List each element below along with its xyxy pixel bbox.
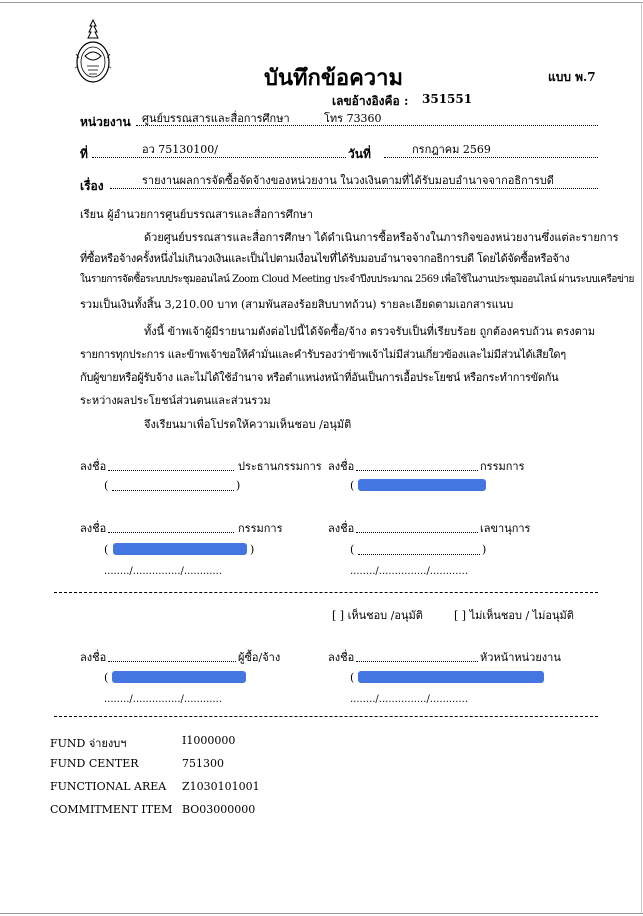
secretary-name-line bbox=[358, 554, 480, 555]
committee-1-sign-line bbox=[356, 470, 478, 471]
section-separator-1 bbox=[54, 592, 598, 593]
paragraph-1-line-4: รวมเป็นเงินทั้งสิ้น 3,210.00 บาท (สามพันสองร้อยสิบบาทถ้วน) รายละเอียดตามเอกสารแนบ bbox=[80, 298, 514, 311]
page-right-border bbox=[641, 2, 642, 914]
secretary-role: เลขานุการ bbox=[480, 522, 531, 535]
buyer-sign-label: ลงชื่อ bbox=[80, 651, 107, 664]
fund-center-label: FUND CENTER bbox=[50, 757, 139, 770]
chairman-paren-open: ( bbox=[104, 479, 109, 492]
chairman-name-line bbox=[112, 490, 234, 491]
reference-label: เลขอ้างอิงคือ : bbox=[332, 94, 409, 108]
paragraph-2-line-2: รายการทุกประการ และข้าพเจ้าขอให้คำมั่นและคำรับรองว่าข้าพเจ้าไม่มีส่วนเกี่ยวข้องและไม่มีส่วนได้เสียใดๆ bbox=[80, 348, 566, 361]
phone-value: โทร 73360 bbox=[324, 112, 382, 125]
head-name-redaction bbox=[358, 671, 544, 683]
chairman-sign-label: ลงชื่อ bbox=[80, 460, 107, 473]
head-role: หัวหน้าหน่วยงาน bbox=[480, 651, 561, 664]
chairman-role: ประธานกรรมการ bbox=[238, 460, 322, 473]
functional-area-label: FUNCTIONAL AREA bbox=[50, 780, 167, 793]
closing-line: จึงเรียนมาเพื่อโปรดให้ความเห็นชอบ /อนุมัติ bbox=[144, 418, 352, 431]
committee-1-paren-open: ( bbox=[350, 479, 355, 492]
date-label: วันที่ bbox=[348, 147, 371, 161]
head-sign-line bbox=[356, 661, 478, 662]
chairman-sign-line bbox=[108, 470, 234, 471]
page-bottom-border bbox=[0, 913, 643, 914]
committee-2-paren-close: ) bbox=[250, 543, 255, 556]
secretary-paren-open: ( bbox=[350, 543, 355, 556]
document-number-value: อว 75130100/ bbox=[142, 143, 218, 156]
head-paren-open: ( bbox=[350, 671, 355, 684]
department-label: หน่วยงาน bbox=[80, 115, 131, 129]
paragraph-2-line-4: ระหว่างผลประโยชน์ส่วนตนและส่วนรวม bbox=[80, 394, 271, 407]
subject-underline bbox=[110, 188, 598, 189]
page-top-border bbox=[0, 2, 643, 3]
paragraph-1-line-1: ด้วยศูนย์บรรณสารและสื่อการศึกษา ได้ดำเนินการซื้อหรือจ้างในภารกิจของหน่วยงานซึ่งแต่ละรายการ bbox=[144, 231, 619, 244]
secretary-sign-line bbox=[356, 532, 478, 533]
head-date-line: ......../.............../............ bbox=[350, 694, 468, 705]
document-number-label: ที่ bbox=[80, 147, 88, 161]
committee-2-role: กรรมการ bbox=[238, 522, 283, 535]
paragraph-1-line-3: ในรายการจัดซื้อระบบประชุมออนไลน์ Zoom Cloud Meeting ประจำปีงบประมาณ 2569 เพื่อใช้ในงานประชุมออนไลน์ ผ่านระบบเครือข่าย bbox=[80, 274, 634, 285]
number-underline bbox=[92, 157, 346, 158]
committee-2-paren-open: ( bbox=[104, 543, 109, 556]
secretary-sign-label: ลงชื่อ bbox=[328, 522, 355, 535]
date-value: กรกฎาคม 2569 bbox=[412, 143, 491, 156]
secretary-paren-close: ) bbox=[482, 543, 487, 556]
committee-1-role: กรรมการ bbox=[480, 460, 525, 473]
department-value: ศูนย์บรรณสารและสื่อการศึกษา bbox=[142, 112, 290, 125]
committee-1-sign-label: ลงชื่อ bbox=[328, 460, 355, 473]
university-emblem bbox=[74, 18, 112, 84]
buyer-paren-open: ( bbox=[104, 671, 109, 684]
form-code: แบบ พ.7 bbox=[548, 70, 596, 84]
commitment-item-value: BO03000000 bbox=[182, 803, 256, 816]
buyer-date-line: ......../.............../............ bbox=[104, 694, 222, 705]
paragraph-2-line-1: ทั้งนี้ ข้าพเจ้าผู้มีรายนามดังต่อไปนี้ได้จัดซื้อ/จ้าง ตรวจรับเป็นที่เรียบร้อย ถูกต้องครบถ้วน ตรงตาม bbox=[144, 325, 596, 338]
head-sign-label: ลงชื่อ bbox=[328, 651, 355, 664]
committee-2-name-redaction bbox=[113, 543, 247, 555]
buyer-sign-line bbox=[108, 661, 236, 662]
salutation: เรียน ผู้อำนวยการศูนย์บรรณสารและสื่อการศึกษา bbox=[80, 208, 313, 221]
buyer-role: ผู้ซื้อ/จ้าง bbox=[238, 651, 281, 664]
buyer-name-redaction bbox=[112, 671, 246, 683]
fund-label: FUND จ่ายงบฯ bbox=[50, 737, 127, 750]
subject-value: รายงานผลการจัดซื้อจัดจ้างของหน่วยงาน ในวงเงินตามที่ได้รับมอบอำนาจจากอธิการบดี bbox=[142, 174, 554, 187]
paragraph-1-line-2: ที่ซื้อหรือจ้างครั้งหนึ่งไม่เกินวงเงินและเป็นไปตามเงื่อนไขที่ได้รับมอบอำนาจจากอธิการบดี โดยได้จัดซื้อหรือจ้าง bbox=[80, 252, 570, 265]
document-title: บันทึกข้อความ bbox=[264, 65, 404, 91]
subject-label: เรื่อง bbox=[80, 179, 104, 193]
date-underline bbox=[384, 157, 598, 158]
reject-checkbox[interactable]: [ ] ไม่เห็นชอบ / ไม่อนุมัติ bbox=[454, 609, 574, 622]
approve-checkbox[interactable]: [ ] เห็นชอบ /อนุมัติ bbox=[332, 609, 423, 622]
chairman-paren-close: ) bbox=[236, 479, 241, 492]
secretary-date-line: ......../.............../............ bbox=[350, 566, 468, 577]
committee-2-sign-line bbox=[108, 532, 234, 533]
commitment-item-label: COMMITMENT ITEM bbox=[50, 803, 173, 816]
committee-2-sign-label: ลงชื่อ bbox=[80, 522, 107, 535]
fund-center-value: 751300 bbox=[182, 757, 224, 770]
fund-value: I1000000 bbox=[182, 734, 236, 747]
reference-number: 351551 bbox=[422, 92, 473, 106]
committee-1-name-redaction bbox=[358, 479, 486, 491]
committee-2-date-line: ......../.............../............ bbox=[104, 566, 222, 577]
paragraph-2-line-3: กับผู้ขายหรือผู้รับจ้าง และไม่ได้ใช้อำนาจ หรือตำแหน่งหน้าที่อันเป็นการเอื้อประโยชน์ หรือกระทำการขัดกัน bbox=[80, 371, 559, 384]
department-underline bbox=[136, 125, 598, 126]
section-separator-2 bbox=[54, 716, 598, 717]
functional-area-value: Z1030101001 bbox=[182, 780, 260, 793]
